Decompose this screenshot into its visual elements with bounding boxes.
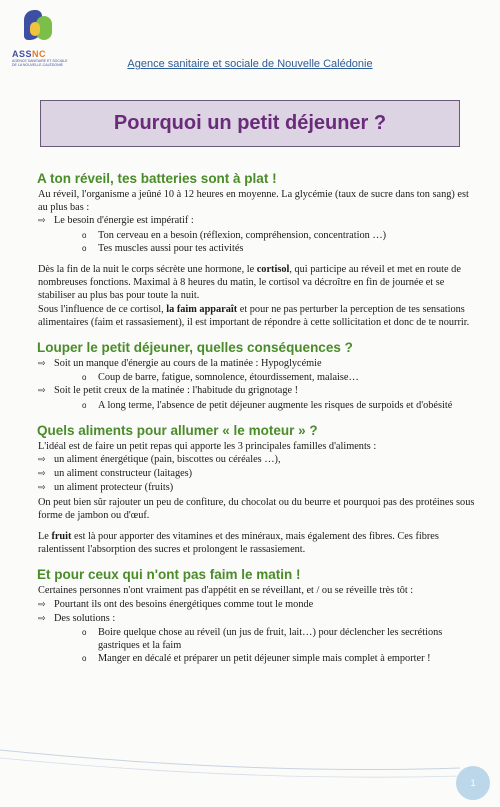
paragraph: Au réveil, l'organisme a jeûné 10 à 12 heures en moyenne. La glycémie (taux de sucre dans ton sang) est au plus bas : — [38, 189, 469, 214]
footer-curve — [0, 720, 500, 800]
paragraph: Certaines personnes n'ont vraiment pas d'appétit en se réveillant, et / ou se réveille très tôt : — [38, 585, 414, 597]
title-box — [40, 100, 460, 147]
bullet-item: o Boire quelque chose au réveil (un jus de fruit, lait…) pour déclencher les secrétions gastriques et la faim — [38, 626, 478, 652]
agency-title: Agence sanitaire et sociale de Nouvelle Calédonie — [127, 58, 373, 70]
arrow-item: ⇨ Soit le petit creux de la matinée : l'habitude du grignotage ! — [38, 384, 478, 398]
paragraph-cortisol: Dès la fin de la nuit le corps sécrète une hormone, le cortisol, qui participe au réveil et met en route de nombreuses fonctions. Maximal à 8 heures du matin, le cortisol va décroître en fin de journée et se stabiliser au plus bas pour toute la nuit. — [38, 264, 461, 302]
paragraph: On peut bien sûr rajouter un peu de confiture, du chocolat ou du beurre et pourquoi pas des protéines sous forme de jambon ou d'œuf. — [38, 496, 475, 521]
bullet-item: o A long terme, l'absence de petit déjeuner augmente les risques de surpoids et d'obésité — [38, 399, 478, 412]
section-heading: Et pour ceux qui n'ont pas faim le matin ! — [37, 567, 301, 583]
bullet-item: o Tes muscles aussi pour tes activités — [38, 242, 478, 255]
bullet-item: o Coup de barre, fatigue, somnolence, étourdissement, malaise… — [38, 371, 478, 384]
section-wake-up — [38, 170, 478, 329]
section-foods — [38, 422, 478, 557]
arrow-item: ⇨ Le besoin d'énergie est impératif : — [38, 214, 478, 228]
page-title: Pourquoi un petit déjeuner ? — [113, 112, 387, 134]
section-skip-breakfast — [38, 339, 478, 412]
logo-subtitle: AGENCE SANITAIRE ET SOCIALE DE LA NOUVELLE-CALÉDONIE — [12, 59, 68, 67]
arrow-item: ⇨ Pourtant ils ont des besoins énergétiques comme tout le monde — [38, 598, 478, 612]
section-not-hungry — [38, 566, 478, 665]
arrow-item: ⇨ un aliment protecteur (fruits) — [38, 481, 478, 495]
page-number: 1 — [456, 766, 490, 800]
paragraph: L'idéal est de faire un petit repas qui apporte les 3 principales familles d'aliments : — [38, 440, 377, 452]
paragraph-hunger: Sous l'influence de ce cortisol, la faim apparaît et pour ne pas perturber la perception de tes sensations alimentaires (faim et rassasiement), il est important de répondre à cette sollicitation et donc de te nourrir. — [38, 303, 470, 328]
arrow-item: ⇨ Des solutions : — [38, 612, 478, 626]
bullet-item: o Manger en décalé et préparer un petit déjeuner simple mais complet à emporter ! — [38, 652, 478, 665]
arrow-item: ⇨ Soit un manque d'énergie au cours de la matinée : Hypoglycémie — [38, 357, 478, 371]
document-body — [38, 170, 478, 676]
paragraph-fruit: Le fruit est là pour apporter des vitamines et des minéraux, mais également des fibres. Ces fibres ralentissent l'absorption des sucres et prolongent le rassasiement. — [38, 531, 439, 556]
section-heading: Quels aliments pour allumer « le moteur » ? — [37, 422, 318, 438]
arrow-item: ⇨ un aliment constructeur (laitages) — [38, 467, 478, 481]
section-heading: A ton réveil, tes batteries sont à plat ! — [37, 171, 277, 186]
logo-mark-icon — [22, 8, 58, 48]
arrow-item: ⇨ un aliment énergétique (pain, biscottes ou céréales …), — [38, 453, 478, 467]
logo-name: ASSNC — [12, 49, 47, 59]
section-heading: Louper le petit déjeuner, quelles conséquences ? — [37, 340, 353, 356]
bullet-item: o Ton cerveau en a besoin (réflexion, compréhension, concentration …) — [38, 229, 478, 242]
